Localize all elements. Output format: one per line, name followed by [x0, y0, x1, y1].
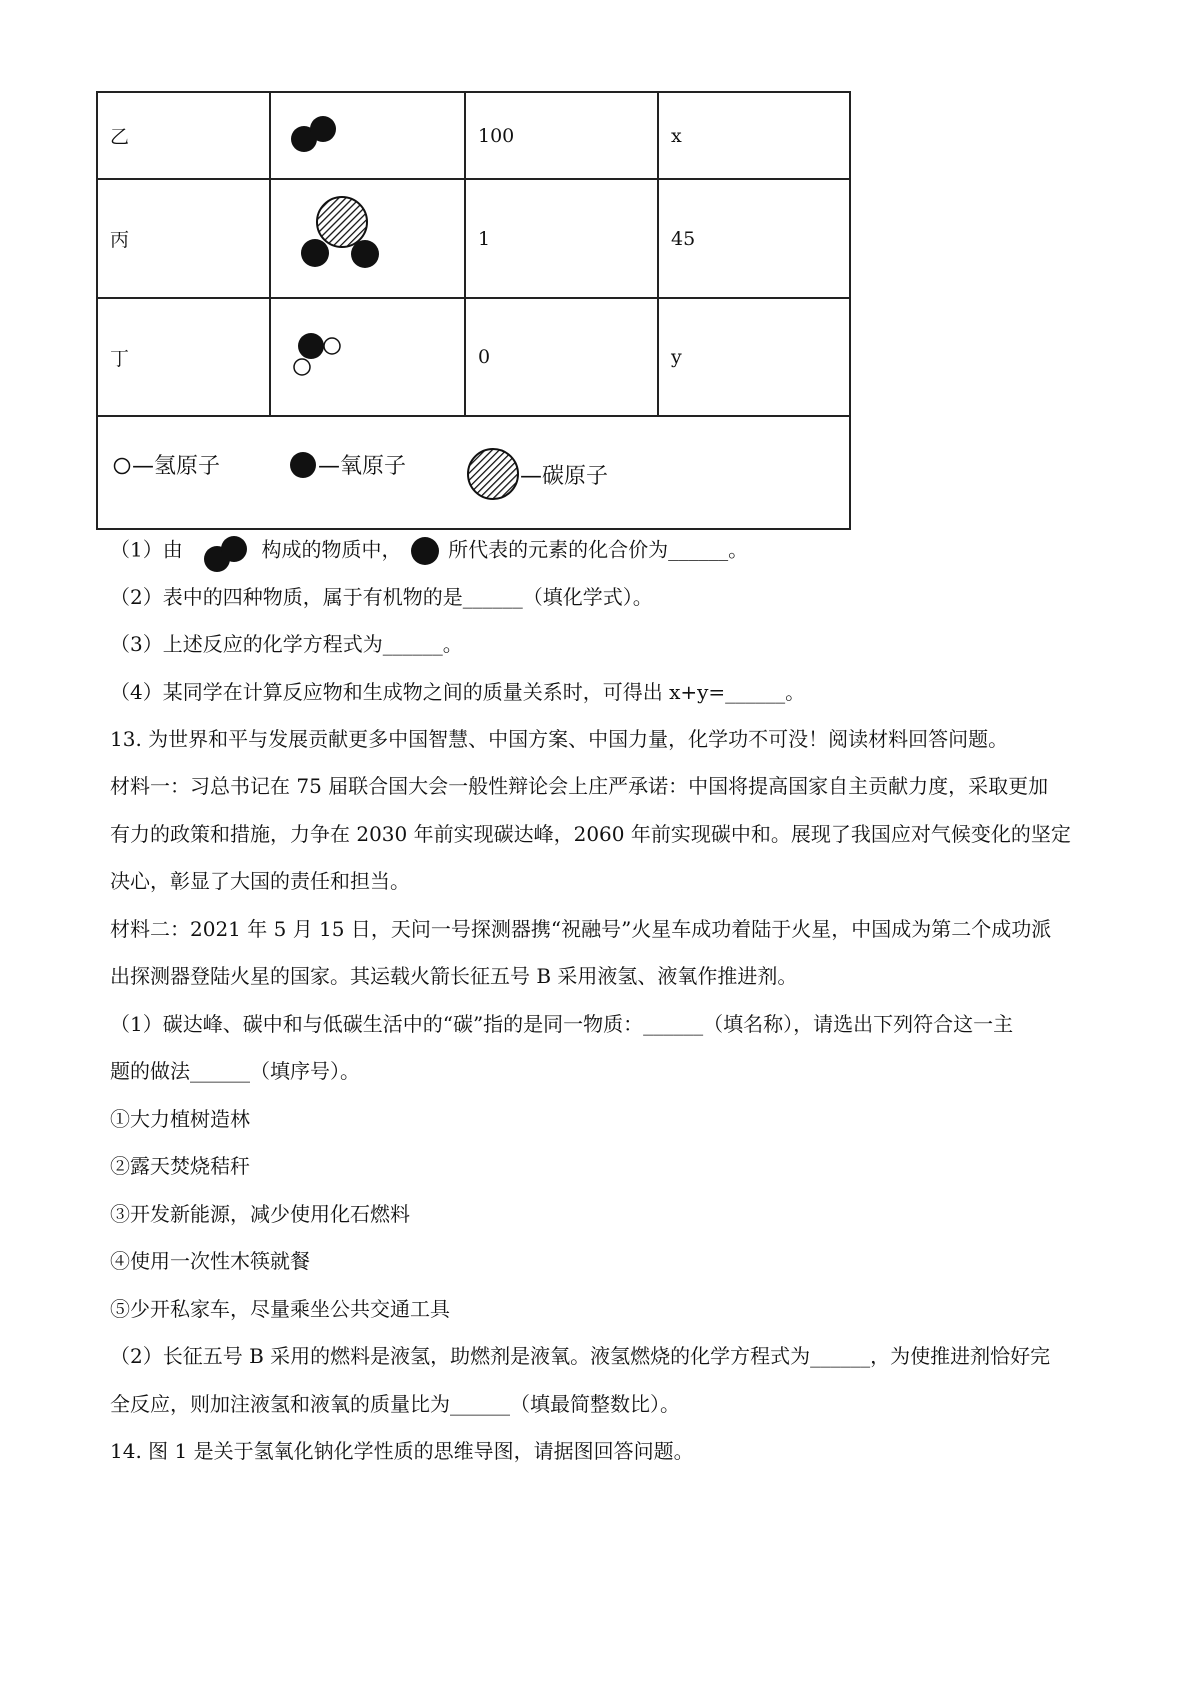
q12-part1-a: （1）由	[110, 537, 183, 562]
legend	[97, 416, 850, 529]
q13-material2-line: 材料二：2021 年 5 月 15 日，天问一号探测器携“祝融号”火星车成功着陆于火星，中国成为第二个成功派	[110, 917, 1052, 941]
oxygen-molecule-icon	[271, 93, 464, 173]
q13-option: ②露天焚烧秸秆	[110, 1154, 250, 1178]
legend-label: —氢原子	[132, 454, 221, 479]
legend-label: —碳原子	[520, 463, 609, 489]
legend-label: —氧原子	[318, 454, 407, 479]
substance-name: 丁	[97, 298, 270, 416]
molecule-cell	[270, 179, 465, 298]
table-value: 100	[465, 92, 658, 179]
legend-row	[97, 416, 850, 529]
table-row	[97, 298, 850, 416]
oxygen-molecule-icon	[189, 526, 255, 576]
q12-part1-c: 所代表的元素的化合价为______。	[448, 537, 749, 562]
molecule-cell	[270, 298, 465, 416]
q13-option: ④使用一次性木筷就餐	[110, 1249, 310, 1273]
oxygen-atom-icon	[288, 450, 318, 480]
carbon-dioxide-molecule-icon	[271, 180, 464, 292]
q12-part1	[110, 526, 748, 576]
table-row	[97, 92, 850, 179]
water-molecule-icon	[271, 299, 464, 410]
q13-option: ⑤少开私家车，尽量乘坐公共交通工具	[110, 1297, 450, 1321]
table-value: x	[658, 92, 850, 179]
legend-carbon	[466, 447, 608, 501]
carbon-atom-icon	[466, 447, 520, 501]
substance-name: 乙	[97, 92, 270, 179]
legend-hydrogen	[112, 449, 220, 480]
legend-oxygen	[288, 449, 406, 480]
q13-sub2-line: 全反应，则加注液氢和液氧的质量比为______（填最简整数比）。	[110, 1392, 680, 1416]
q13-material1-line: 材料一：习总书记在 75 届联合国大会一般性辩论会上庄严承诺：中国将提高国家自主贡献力度，采取更加	[110, 774, 1049, 798]
oxygen-atom-icon	[408, 534, 442, 568]
q13-material2-line: 出探测器登陆火星的国家。其运载火箭长征五号 B 采用液氢、液氧作推进剂。	[110, 964, 798, 988]
q13-material1-line: 有力的政策和措施，力争在 2030 年前实现碳达峰，2060 年前实现碳中和。展现了我国应对气候变化的坚定	[110, 822, 1071, 846]
q12-part4: （4）某同学在计算反应物和生成物之间的质量关系时，可得出 x+y=______。	[110, 680, 806, 704]
q12-part1-b: 构成的物质中，	[261, 537, 402, 562]
table-value: 45	[658, 179, 850, 298]
q13-option: ①大力植树造林	[110, 1107, 250, 1131]
table-value: 1	[465, 179, 658, 298]
q13-sub1-line: （1）碳达峰、碳中和与低碳生活中的“碳”指的是同一物质：______（填名称），请选出下列符合这一主	[110, 1012, 1014, 1036]
q13-sub1-line: 题的做法______（填序号）。	[110, 1059, 360, 1083]
q14-title: 14. 图 1 是关于氢氧化钠化学性质的思维导图，请据图回答问题。	[110, 1439, 694, 1463]
q12-part2: （2）表中的四种物质，属于有机物的是______（填化学式）。	[110, 585, 653, 609]
q13-sub2-line: （2）长征五号 B 采用的燃料是液氢，助燃剂是液氧。液氢燃烧的化学方程式为______，为使推进剂恰好完	[110, 1344, 1051, 1368]
table-value: y	[658, 298, 850, 416]
table-row	[97, 179, 850, 298]
q13-material1-line: 决心，彰显了大国的责任和担当。	[110, 869, 410, 893]
substance-name: 丙	[97, 179, 270, 298]
molecule-cell	[270, 92, 465, 179]
q13-option: ③开发新能源，减少使用化石燃料	[110, 1202, 410, 1226]
q13-title: 13. 为世界和平与发展贡献更多中国智慧、中国方案、中国力量，化学功不可没！阅读材料回答问题。	[110, 727, 1009, 751]
q12-part3: （3）上述反应的化学方程式为______。	[110, 632, 463, 656]
table-value: 0	[465, 298, 658, 416]
molecule-table	[96, 91, 851, 530]
hydrogen-atom-icon	[112, 455, 132, 475]
